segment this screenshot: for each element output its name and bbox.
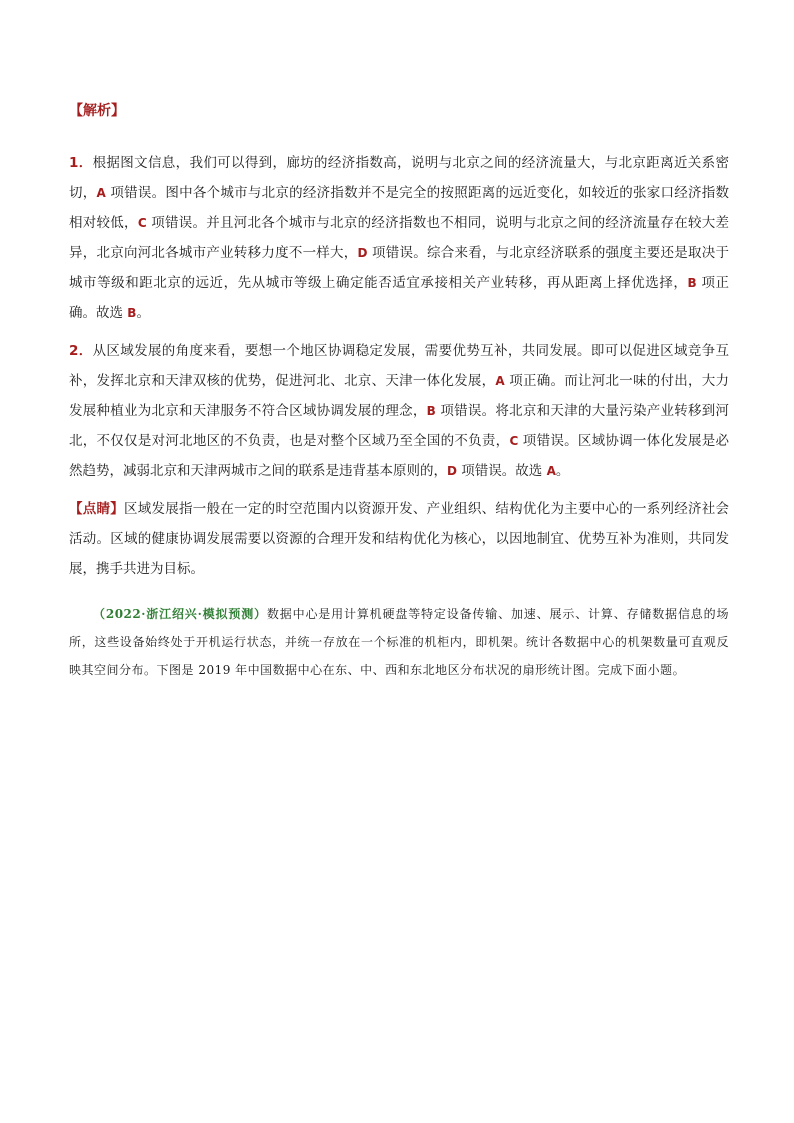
item-text: 。 [555,463,570,479]
analysis-item-1 [69,148,729,328]
item-text: 。 [136,305,150,321]
option-letter: B [127,306,137,320]
question-source: （2022·浙江绍兴·模拟预测） [93,607,267,621]
analysis-title: 【解析】 [69,103,125,119]
item-number: 1． [69,155,93,171]
item-text: 项错误。故选 [456,463,547,479]
item-text: 项错误。并且河北各个城市与北京的经济指数也不相同，说明与北京之间的经济流量存在较大差异，北京向河北各城市产业转移力度不一样大， [69,215,730,261]
item-text: 项错误。将北京和天津的大量污染产业转移到河北，不仅仅是对河北地区的不负责，也是对整个区域乃至全国的不负责， [69,403,730,449]
option-letter: D [357,246,368,260]
option-letter: C [137,216,147,230]
item-text: 根据图文信息，我们可以得到，廊坊的经济指数高，说明与北京之间的经济流量大，与北京距离近关系密切， [69,155,729,201]
item-text: 项正确。故选 [69,275,729,321]
option-letter: C [509,434,519,448]
document-page [69,98,729,684]
item-number: 2． [69,343,93,359]
item-text: 项错误。图中各个城市与北京的经济指数并不是完全的按照距离的远近变化，如较近的张家口经济指数相对较低， [69,185,730,231]
option-letter: B [687,276,697,290]
question-text: 数据中心是用计算机硬盘等特定设备传输、加速、展示、计算、存储数据信息的场所，这些设备始终处于开机运行状态，并统一存放在一个标准的机柜内，即机架。统计各数据中心的机架数量可直观反映其空间分布。下图是 2019 年中国数据中心在东、中、西和东北地区分布状况的扇形统计图。完成下面小题。 [69,607,729,677]
option-letter: D [447,464,457,478]
analysis-item-2 [69,336,729,486]
option-letter: A [546,464,556,478]
analysis-items [69,148,729,486]
option-letter: B [426,404,436,418]
item-text: 项正确。而让河北一味的付出，大力发展种植业为北京和天津服务不符合区域协调发展的理念， [69,373,730,419]
item-text: 项错误。综合来看，与北京经济联系的强度主要还是取决于城市等级和距北京的远近，先从城市等级上确定能否适宜承接相关产业转移，再从距离上择优选择， [69,245,730,291]
option-letter: A [495,374,505,388]
option-letter: A [96,186,106,200]
item-text: 从区域发展的角度来看，要想一个地区协调稳定发展，需要优势互补，共同发展。即可以促进区域竞争互补，发挥北京和天津双核的优势，促进河北、北京、天津一体化发展， [69,343,729,389]
tip-paragraph [69,494,729,584]
question-paragraph [69,600,729,684]
tip-title: 【点睛】 [69,501,125,517]
item-text: 项错误。区域协调一体化发展是必然趋势，减弱北京和天津两城市之间的联系是违背基本原则的， [69,433,729,479]
tip-text: 区域发展指一般在一定的时空范围内以资源开发、产业组织、结构优化为主要中心的一系列经济社会活动。区域的健康协调发展需要以资源的合理开发和结构优化为核心，以因地制宜、优势互补为准则，共同发展，携手共进为目标。 [69,501,730,577]
